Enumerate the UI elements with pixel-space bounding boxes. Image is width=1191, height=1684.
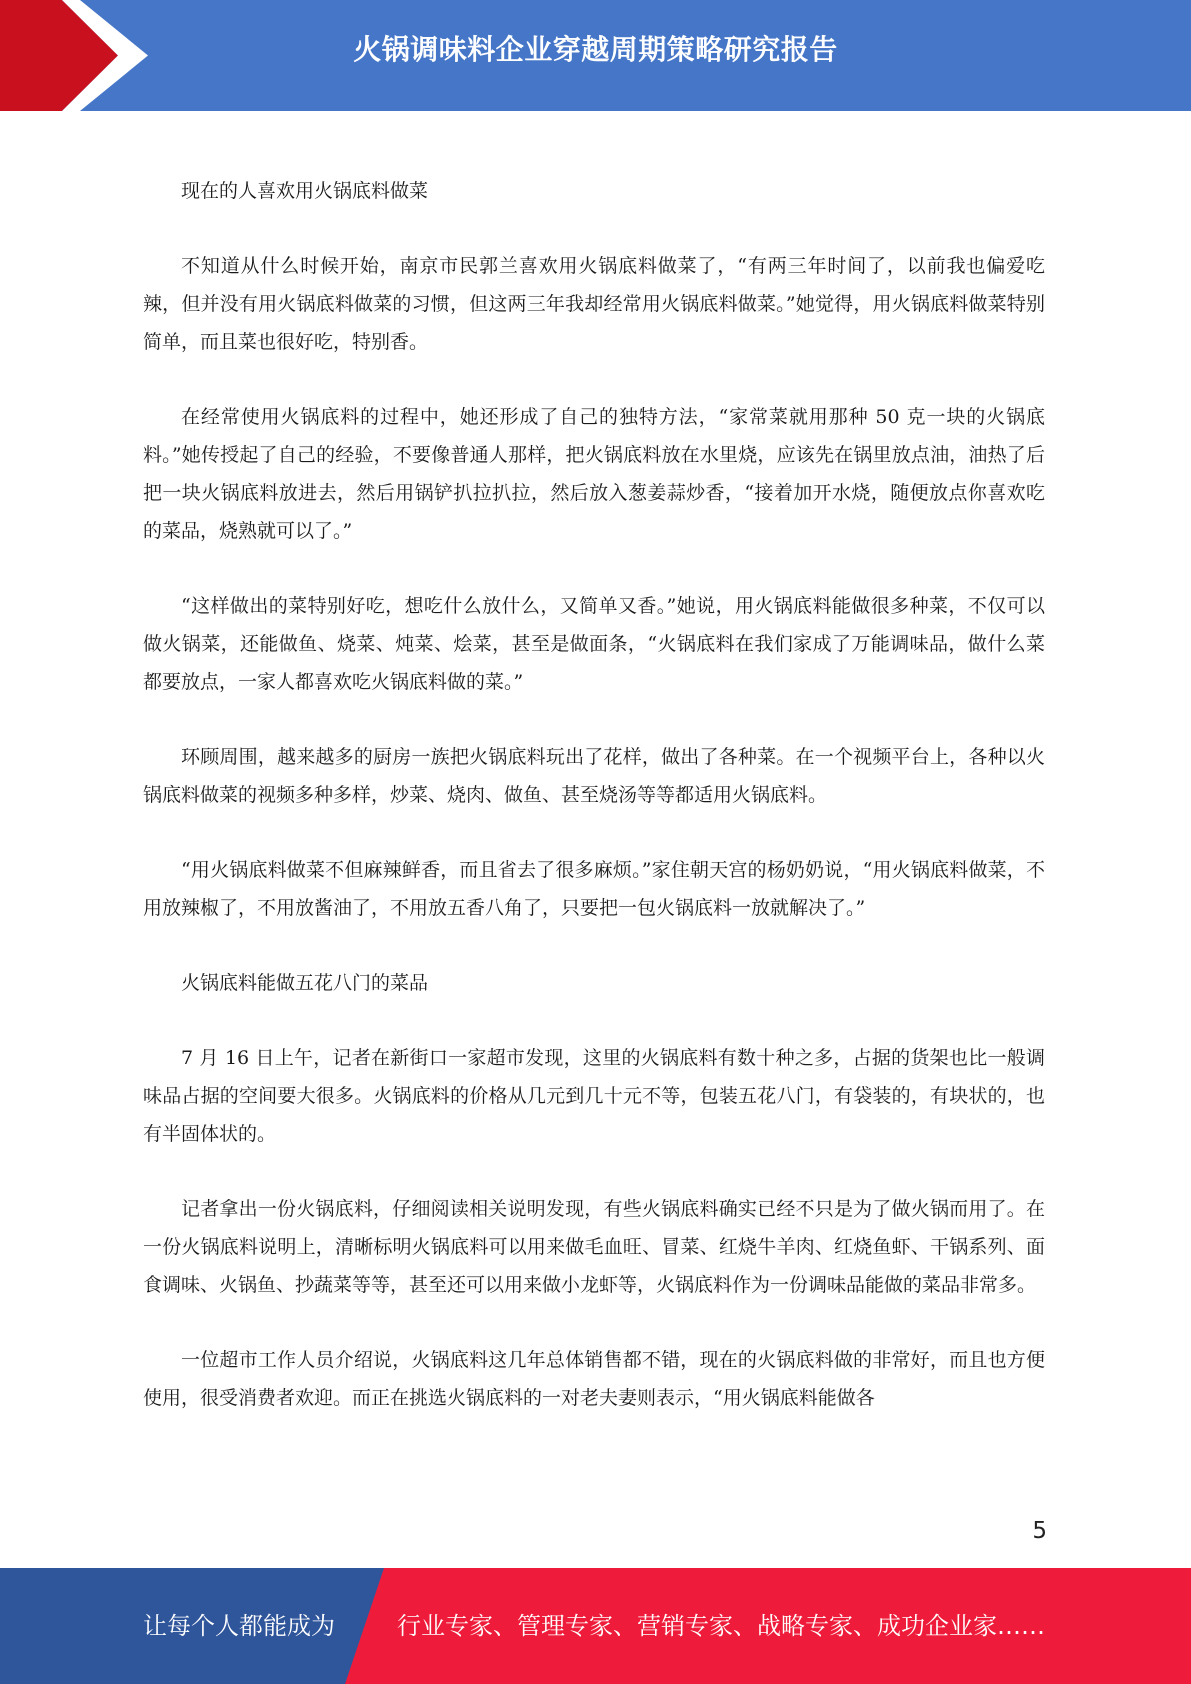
page-footer [0,1568,1191,1684]
footer-slogan-right: 行业专家、管理专家、营销专家、战略专家、成功企业家…… [397,1612,1045,1640]
paragraph: 记者拿出一份火锅底料，仔细阅读相关说明发现，有些火锅底料确实已经不只是为了做火锅而用了。在一份火锅底料说明上，清晰标明火锅底料可以用来做毛血旺、冒菜、红烧牛羊肉、红烧鱼虾、干锅系列、面食调味、火锅鱼、抄蔬菜等等，甚至还可以用来做小龙虾等，火锅底料作为一份调味品能做的菜品非常多。 [143,1198,1045,1296]
report-title: 火锅调味料企业穿越周期策略研究报告 [353,33,838,66]
section-heading: 现在的人喜欢用火锅底料做菜 [181,180,429,202]
page-number: 5 [1032,1518,1047,1544]
paragraph: “用火锅底料做菜不但麻辣鲜香，而且省去了很多麻烦。”家住朝天宫的杨奶奶说，“用火锅底料做菜，不用放辣椒了，不用放酱油了，不用放五香八角了，只要把一包火锅底料一放就解决了。” [143,859,1045,919]
paragraph: “这样做出的菜特别好吃，想吃什么放什么，又简单又香。”她说，用火锅底料能做很多种菜，不仅可以做火锅菜，还能做鱼、烧菜、炖菜、烩菜，甚至是做面条，“火锅底料在我们家成了万能调味品，做什么菜都要放点，一家人都喜欢吃火锅底料做的菜。” [143,595,1045,693]
footer-slogan-left: 让每个人都能成为 [143,1612,335,1640]
paragraph: 不知道从什么时候开始，南京市民郭兰喜欢用火锅底料做菜了，“有两三年时间了，以前我也偏爱吃辣，但并没有用火锅底料做菜的习惯，但这两三年我却经常用火锅底料做菜。”她觉得，用火锅底料做菜特别简单，而且菜也很好吃，特别香。 [143,255,1045,353]
section-heading: 火锅底料能做五花八门的菜品 [181,972,429,994]
paragraph: 在经常使用火锅底料的过程中，她还形成了自己的独特方法，“家常菜就用那种 50 克一块的火锅底料。”她传授起了自己的经验，不要像普通人那样，把火锅底料放在水里烧，应该先在锅里放点油，油热了后把一块火锅底料放进去，然后用锅铲扒拉扒拉，然后放入葱姜蒜炒香，“接着加开水烧，随便放点你喜欢吃的菜品，烧熟就可以了。” [143,406,1045,542]
article-body [143,172,1045,1454]
page-header [0,0,1191,111]
paragraph: 一位超市工作人员介绍说，火锅底料这几年总体销售都不错，现在的火锅底料做的非常好，而且也方便使用，很受消费者欢迎。而正在挑选火锅底料的一对老夫妻则表示，“用火锅底料能做各 [143,1349,1045,1409]
paragraph: 环顾周围，越来越多的厨房一族把火锅底料玩出了花样，做出了各种菜。在一个视频平台上，各种以火锅底料做菜的视频多种多样，炒菜、烧肉、做鱼、甚至烧汤等等都适用火锅底料。 [143,746,1045,806]
paragraph: 7 月 16 日上午，记者在新街口一家超市发现，这里的火锅底料有数十种之多，占据的货架也比一般调味品占据的空间要大很多。火锅底料的价格从几元到几十元不等，包装五花八门，有袋装的，有块状的，也有半固体状的。 [143,1047,1045,1145]
